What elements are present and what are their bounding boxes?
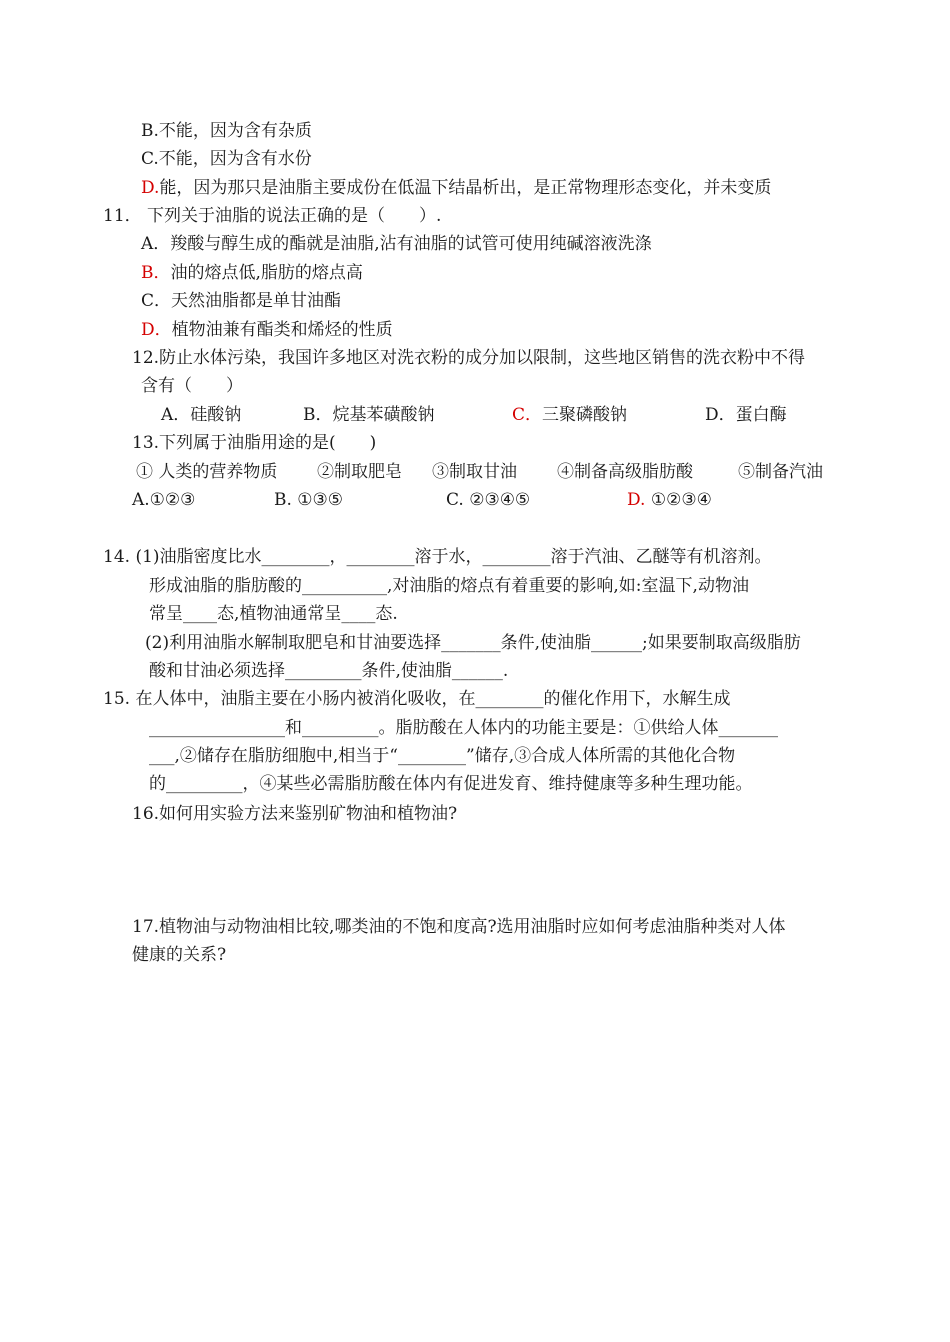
q13-item-2: ②制取肥皂 [317,462,402,482]
q15-line-1: 15. 在人体中，油脂主要在小肠内被消化吸收，在________的催化作用下，水解生成 [103,689,731,709]
q12-stem-line-1: 12.防止水体污染，我国许多地区对洗衣粉的成分加以限制，这些地区销售的洗衣粉中不得 [132,348,806,368]
q13-item-1: ① 人类的营养物质 [136,462,278,482]
q15-line-3: ___,②储存在脂肪细胞中,相当于“________”储存,③合成人体所需的其他化合物 [149,746,736,766]
q12-option-b: B．烷基苯磺酸钠 [303,405,435,425]
q12-option-d: D．蛋白酶 [705,405,787,425]
q10-option-d [141,177,771,199]
q11-option-c: C．天然油脂都是单甘油酯 [141,291,342,311]
q13-option-a: A.①②③ [132,490,196,510]
q12-option-c [512,404,627,426]
q13-item-3: ③制取甘油 [432,462,517,482]
q13-option-d-letter: D. [627,490,646,510]
q17-line-2: 健康的关系? [132,945,227,965]
q10-option-d-letter: D. [141,178,160,198]
q17-line-1: 17.植物油与动物油相比较,哪类油的不饱和度高?选用油脂时应如何考虑油脂种类对人体 [132,917,786,937]
q11-stem: 11． 下列关于油脂的说法正确的是（ ）. [103,206,442,226]
q13-option-b: B. ①③⑤ [274,490,344,510]
q11-option-b [141,262,363,284]
q11-option-d [141,319,393,341]
q15-line-2: ________________和_________。脂肪酸在人体内的功能主要是：①供给人体_______ [149,718,778,738]
q11-option-b-letter: B． [141,263,171,283]
q13-option-d-text: ①②③④ [650,490,712,510]
q10-option-b: B.不能，因为含有杂质 [141,121,312,141]
q14-line-1: 14. (1)油脂密度比水________，________溶于水，________溶于汽油、乙醚等有机溶剂。 [103,547,772,567]
q13-stem: 13.下列属于油脂用途的是( ) [132,433,377,453]
q15-line-4: 的_________，④某些必需脂肪酸在体内有促进发育、维持健康等多种生理功能。 [149,774,753,794]
q12-option-c-letter: C． [512,405,543,425]
q13-item-4: ④制备高级脂肪酸 [557,462,693,482]
q12-stem-line-2: 含有（ ） [141,376,243,396]
q14-line-5: 酸和甘油必须选择_________条件,使油脂______. [149,661,509,681]
q14-line-3: 常呈____态,植物油通常呈____态. [149,604,398,624]
q11-option-a: A．羧酸与醇生成的酯就是油脂,沾有油脂的试管可使用纯碱溶液洗涤 [141,234,652,254]
q12-option-a: A．硅酸钠 [161,405,242,425]
q13-item-5: ⑤制备汽油 [738,462,823,482]
q11-option-d-letter: D． [141,320,172,340]
q14-line-4: (2)利用油脂水解制取肥皂和甘油要选择_______条件,使油脂______;如果要制取高级脂肪 [145,633,801,653]
q12-option-c-text: 三聚磷酸钠 [542,405,628,425]
q11-option-b-text: 油的熔点低,脂肪的熔点高 [170,263,363,283]
q10-option-d-text: 能，因为那只是油脂主要成份在低温下结晶析出，是正常物理形态变化，并未变质 [159,178,772,198]
q13-option-d [627,489,712,511]
q11-option-d-text: 植物油兼有酯类和烯烃的性质 [171,320,393,340]
q14-line-2: 形成油脂的脂肪酸的__________,对油脂的熔点有着重要的影响,如:室温下,动物油 [149,576,749,596]
q10-option-c: C.不能，因为含有水份 [141,149,312,169]
q16-stem: 16.如何用实验方法来鉴别矿物油和植物油? [132,804,458,824]
q13-option-c: C. ②③④⑤ [446,490,531,510]
